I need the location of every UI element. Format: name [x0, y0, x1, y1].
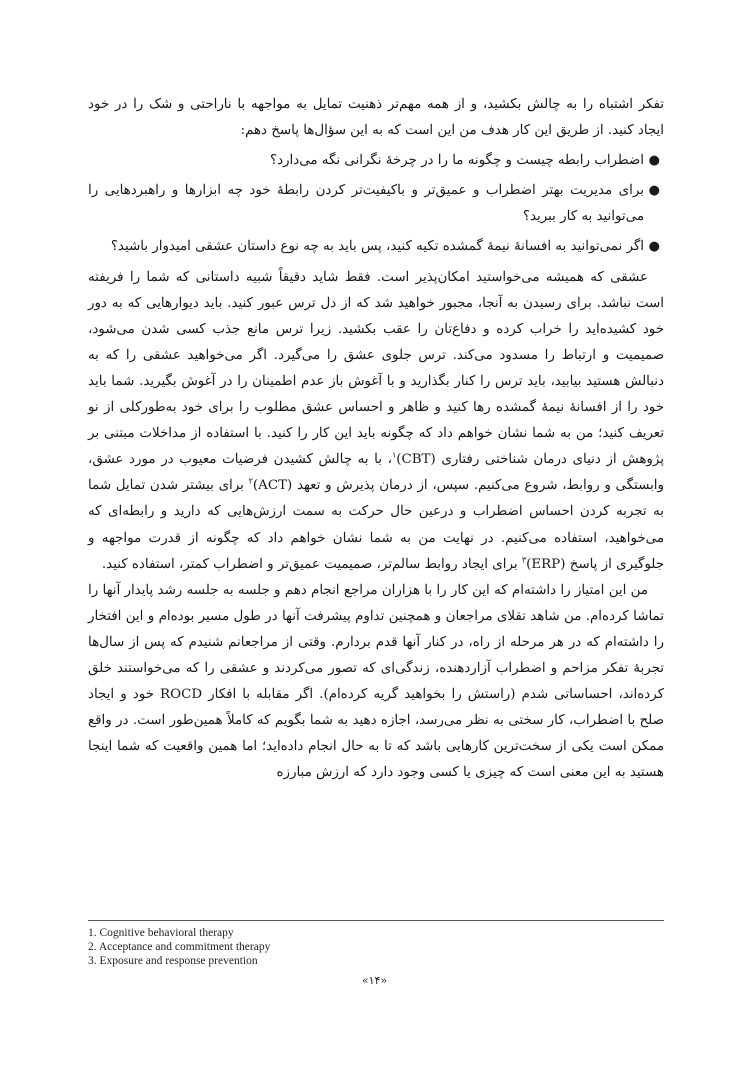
footnotes: [88, 926, 664, 968]
list-item-text: برای مدیریت بهتر اضطراب و عمیق‌تر و باکیفیت‌تر کردن رابطهٔ خود چه ابزارها و راهبردهایی را می‌توانید به کار ببرید؟: [88, 183, 644, 225]
paragraph-text: عشقی که همیشه می‌خواستید امکان‌پذیر است. فقط شاید دقیقاً شبیه داستانی که شما را فریفته است نباشد. برای رسیدن به آنجا، مجبور خواهید شد که از دل ترس عبور کنید. باید دیوارهایی که به دور خود کشیده‌اید را خراب کرده و دفاع‌تان را عقب بکشید. زیرا ترس مانع جذب کسی شدن می‌شود، صمیمیت و ارتباط را مسدود می‌کند. ترس جلوی عشق را می‌گیرد. اگر می‌خواهید عشقی را که به دنبالش هستید بیابید، باید ترس را کنار بگذارید و با آغوش باز عدم اطمینان را در آغوش بگیرید. شما باید خود را از افسانهٔ نیمهٔ گمشده رها کنید و ظاهر و احساس عشق مطلوب را برای خود به‌طورکلی از نو تعریف کنید؛ من به شما نشان خواهم داد که چگونه باید این کار را کنید. با استفاده از مداخلات مبتنی بر پژوهش از دنیای درمان شناختی رفتاری (CBT): [88, 269, 664, 468]
footnote-3: 3. Exposure and response prevention: [88, 955, 258, 967]
footnote-ref-3: ۳: [521, 555, 527, 565]
body-paragraph-love: [88, 265, 664, 578]
bullet-icon: ●: [648, 239, 660, 255]
list-item-text: اضطراب رابطه چیست و چگونه ما را در چرخهٔ نگرانی نگه می‌دارد؟: [269, 153, 644, 169]
paragraph-text: ، با به چالش کشیدن فرضیات معیوب در مورد عشق، وابستگی و روابط، شروع می‌کنیم. سپس، از درمان پذیرش و تعهد (ACT): [88, 452, 664, 494]
footnote-ref-2: ۲: [248, 476, 253, 486]
bullet-icon: ●: [648, 153, 660, 169]
page-number: «۱۴»: [361, 974, 388, 987]
intro-paragraph: تفکر اشتباه را به چالش بکشید، و از همه مهم‌تر ذهنیت تمایل به مواجهه با ناراحتی و شک را در خود ایجاد کنید. از طریق این کار هدف من این است که به این سؤال‌ها پاسخ دهم:: [88, 97, 664, 139]
footnote-ref-1: ۱: [391, 450, 397, 460]
paragraph-text: برای بیشتر شدن تمایل شما به تجربه کردن احساس اضطراب و درعین حال حرکت به سمت ارزش‌هایی که دارید و رابطه‌ای که می‌خواهید، استفاده می‌کنیم. در نهایت من به شما نشان خواهم داد که چگونه از قدرت مواجهه و جلوگیری از پاسخ (ERP): [88, 478, 664, 572]
page-body: [88, 92, 664, 786]
question-list: [88, 148, 664, 260]
footnote-divider: [88, 920, 664, 921]
list-item: [88, 178, 660, 230]
footnote-1: 1. Cognitive behavioral therapy: [88, 927, 234, 939]
list-item-text: اگر نمی‌توانید به افسانهٔ نیمهٔ گمشده تکیه کنید، پس باید به چه نوع داستان عشقی امیدوار باشید؟: [110, 239, 644, 255]
footnote-2: 2. Acceptance and commitment therapy: [88, 941, 271, 953]
bullet-icon: ●: [648, 183, 660, 199]
list-item: [88, 234, 660, 260]
body-paragraph-clients: من این امتیاز را داشته‌ام که این کار را با هزاران مراجع انجام دهم و جلسه به جلسه رشد پایدار آنها را تماشا کرده‌ام. من شاهد تقلای مراجعان و همچنین تداوم پیشرفت آنها در طول مسیر بوده‌ام و این افتخار را داشته‌ام که در هر مرحله از راه، در کنار آنها قدم بردارم. وقتی از مراجعانم شنیدم که پس از سال‌ها تجربهٔ تفکر مزاحم و اضطراب آزاردهنده، زندگی‌ای که تصور می‌کردند و عشقی را که می‌خواستند خلق کرده‌اند، احساساتی شدم (راستش را بخواهید گریه کرده‌ام). اگر مقابله با افکار ROCD خود و ایجاد صلح با اضطراب، کار سختی به نظر می‌رسد، اجازه دهید به شما بگویم که کاملاً همین‌طور است. در واقع ممکن است یکی از سخت‌ترین کارهایی باشد که تا به حال انجام داده‌اید؛ اما همین واقعیت که شما اینجا هستید به این معنی است که چیزی یا کسی وجود دارد که ارزش مبارزه: [88, 582, 665, 781]
list-item: [88, 148, 660, 174]
paragraph-text: برای ایجاد روابط سالم‌تر، صمیمیت عمیق‌تر و اضطراب کمتر، استفاده کنید.: [101, 556, 522, 572]
